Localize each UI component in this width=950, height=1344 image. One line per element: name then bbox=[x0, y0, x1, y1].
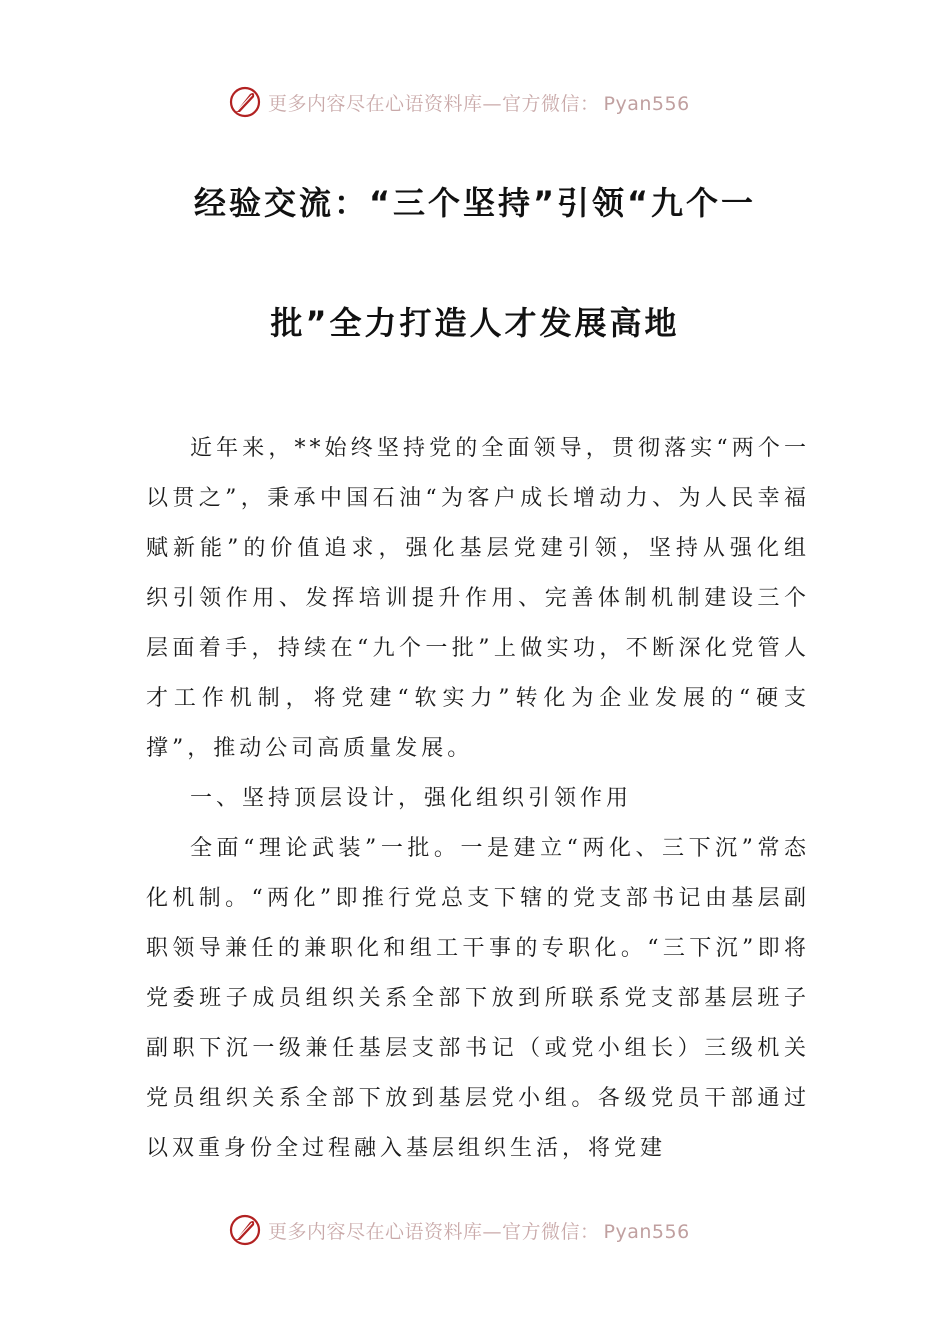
watermark-text: 更多内容尽在心语资料库—官方微信： Pyan556 bbox=[268, 92, 690, 115]
paragraph-section-1: 全面“理论武装”一批。一是建立“两化、三下沉”常态化机制。“两化”即推行党总支下辖的党支部书记由基层副职领导兼任的兼职化和组工干事的专职化。“三下沉”即将党委班子成员组织关系全部下放到所联系党支部基层班子副职下沉一级兼任基层支部书记（或党小组长）三级机关党员组织关系全部下放到基层党小组。各级党员干部通过以双重身份全过程融入基层组织生活，将党建 bbox=[146, 836, 810, 1161]
quill-logo-icon bbox=[228, 85, 262, 119]
section-heading: 一、坚持顶层设计，强化组织引领作用 bbox=[190, 786, 633, 811]
header-watermark bbox=[228, 82, 748, 122]
watermark-text: 更多内容尽在心语资料库—官方微信： Pyan556 bbox=[268, 1220, 690, 1243]
paragraph-intro: 近年来，**始终坚持党的全面领导，贯彻落实“两个一以贯之”，秉承中国石油“为客户成长增动力、为人民幸福赋新能”的价值追求，强化基层党建引领，坚持从强化组织引领作用、发挥培训提升作用、完善体制机制建设三个层面着手，持续在“九个一批”上做实功，不断深化党管人才工作机制，将党建“软实力”转化为企业发展的“硬支撑”，推动公司高质量发展。 bbox=[146, 436, 810, 761]
footer-watermark bbox=[228, 1210, 748, 1250]
document-title-line-2: 批”全力打造人才发展高地 bbox=[270, 304, 680, 342]
quill-logo-icon bbox=[228, 1213, 262, 1247]
document-body bbox=[146, 424, 810, 1174]
document-title-line-1: 经验交流：“三个坚持”引领“九个一 bbox=[193, 184, 757, 222]
